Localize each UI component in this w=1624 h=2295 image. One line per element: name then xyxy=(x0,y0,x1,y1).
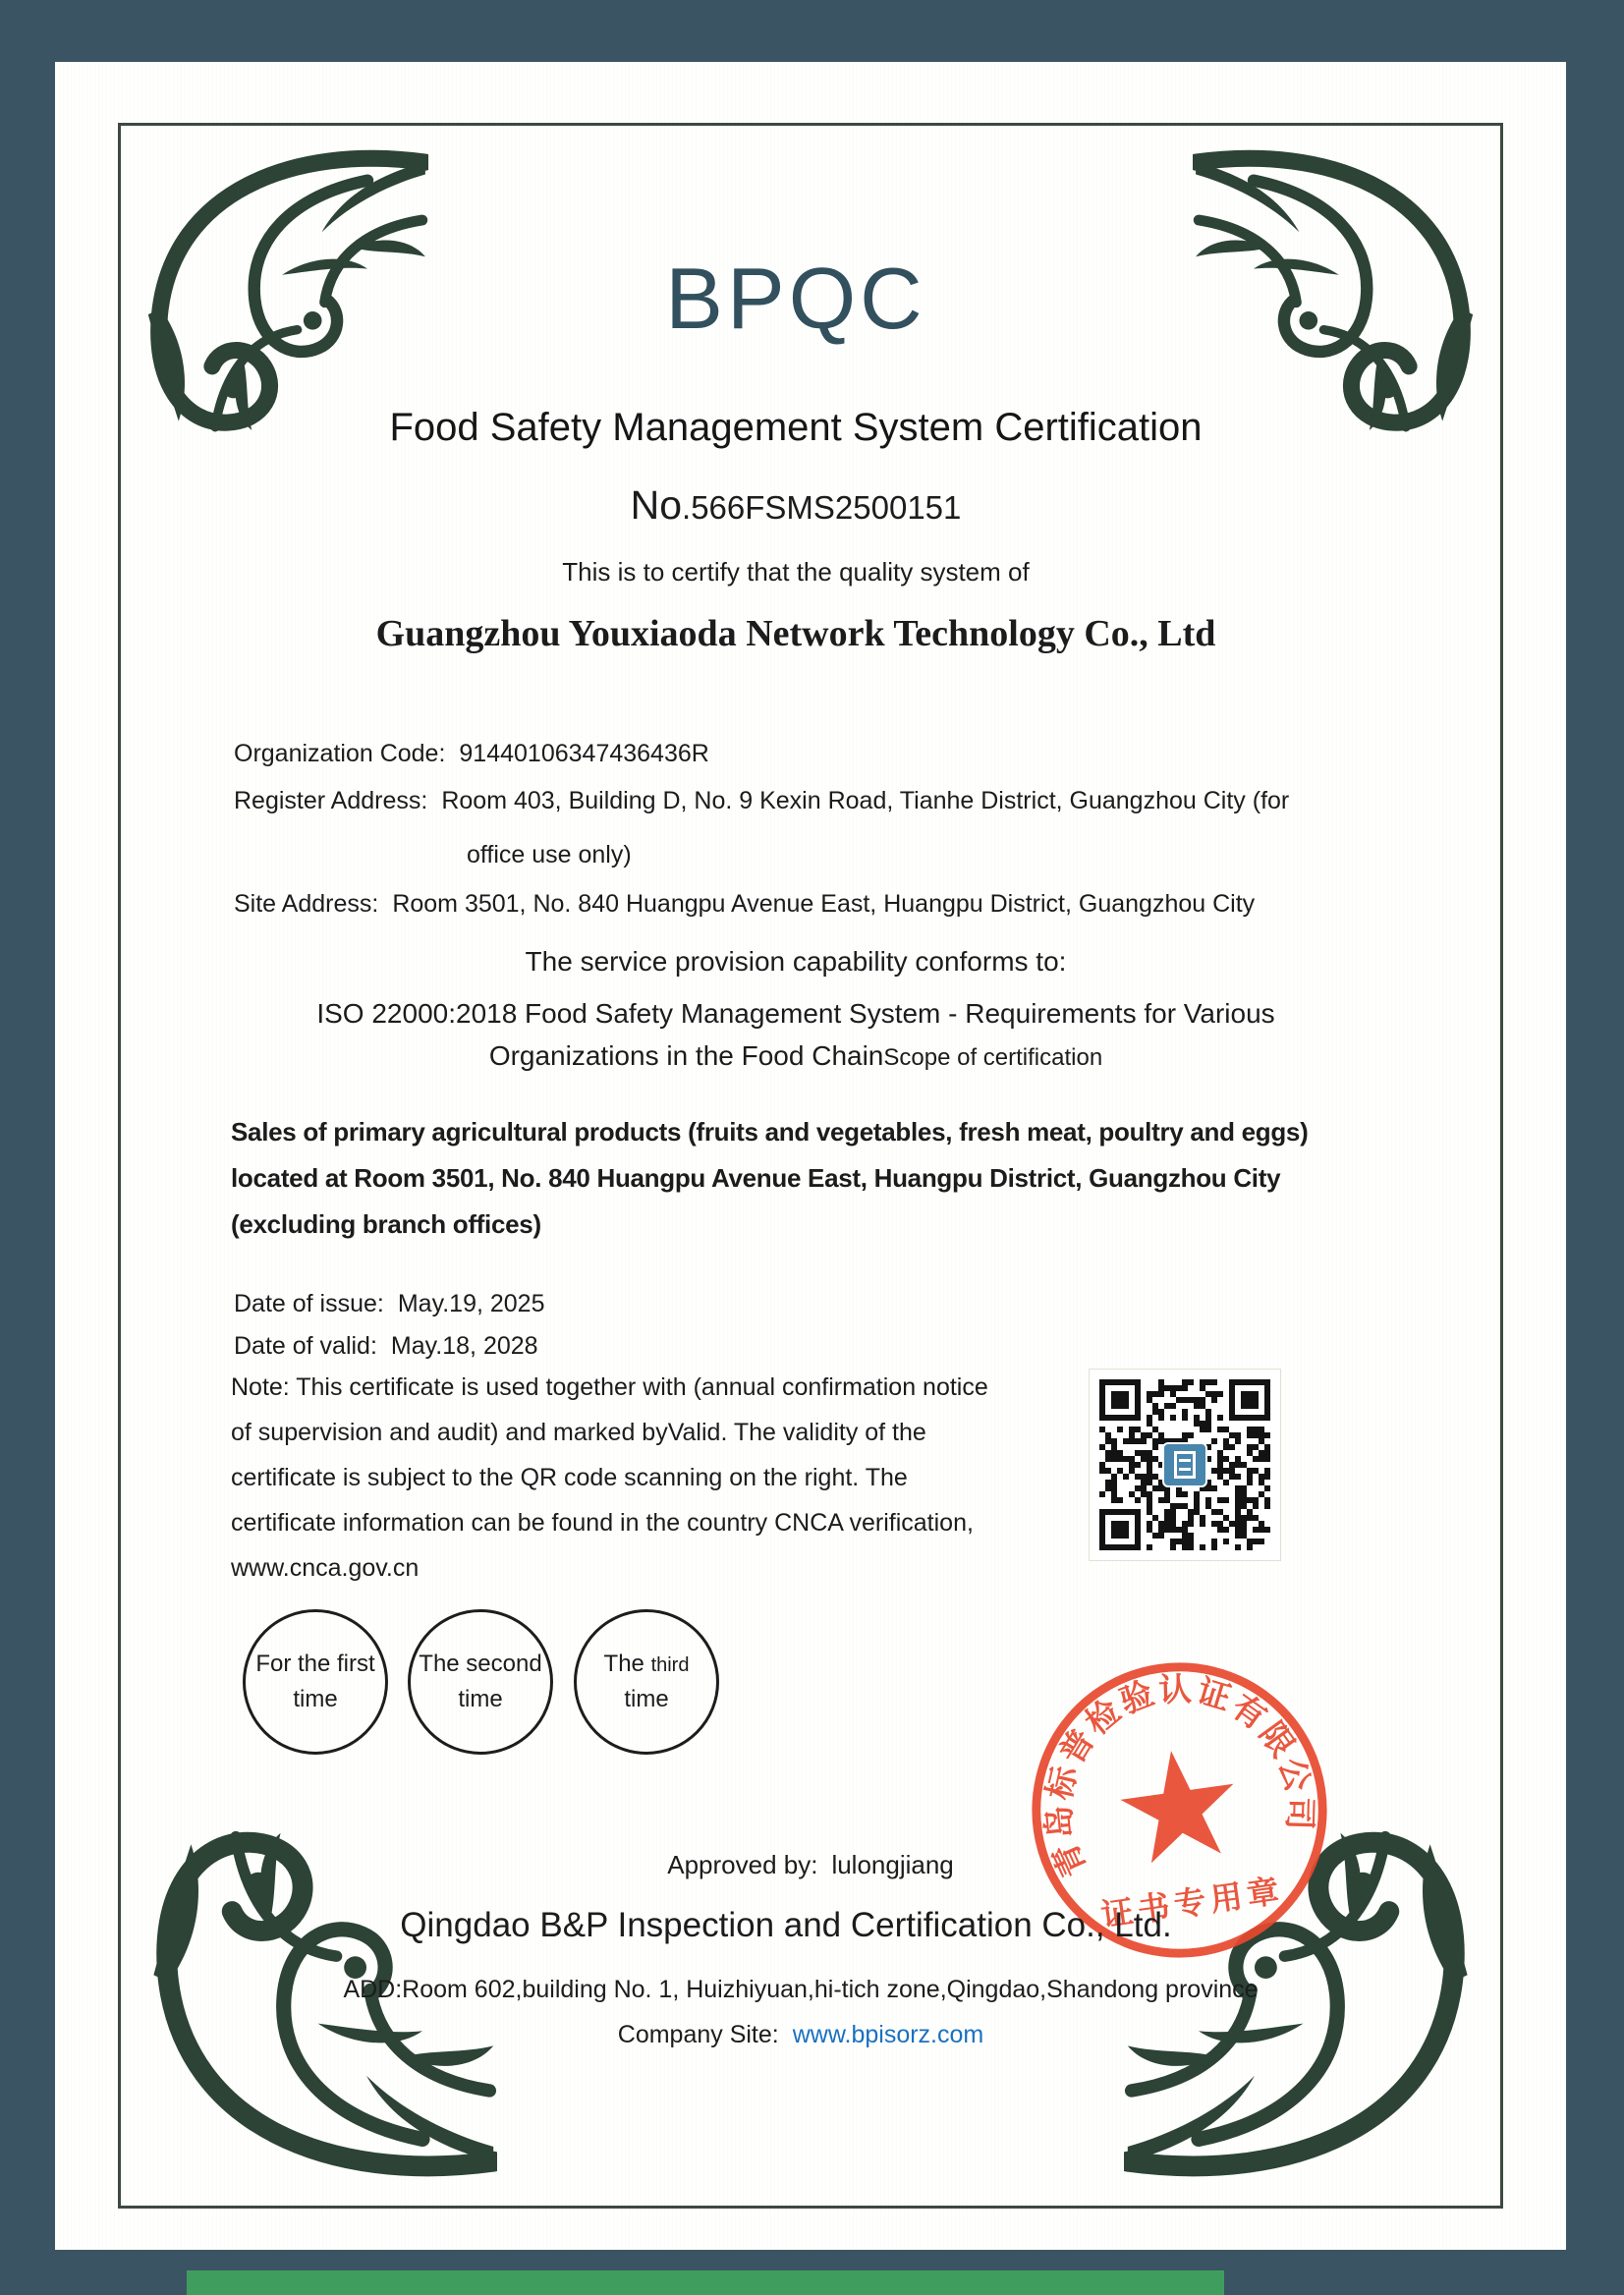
issuer-name: Qingdao B&P Inspection and Certification Co., Ltd. xyxy=(400,1906,1172,1944)
date-of-issue-row xyxy=(234,1290,545,1318)
conformance-line: The service provision capability conforms to: xyxy=(525,946,1067,977)
star-icon xyxy=(1114,1743,1242,1867)
certificate-page xyxy=(55,62,1566,2250)
date-of-valid-value: May.18, 2028 xyxy=(390,1332,538,1360)
seal-ring-text: 青岛标普检验认证有限公司 xyxy=(1040,1671,1318,1882)
date-of-issue-value: May.19, 2025 xyxy=(397,1290,545,1317)
cn-check-logo-icon xyxy=(1162,1442,1207,1487)
audit-circle-third xyxy=(574,1609,719,1755)
audit-circle-text: time xyxy=(293,1686,338,1712)
number-prefix: No xyxy=(630,482,683,528)
site-address-label: Site Address: xyxy=(234,890,379,918)
register-address-row xyxy=(234,787,1289,815)
organization-code-value: 91440106347436436R xyxy=(459,740,709,767)
standard-line-1: ISO 22000:2018 Food Safety Management System - Requirements for Various xyxy=(316,998,1275,1029)
audit-circle-text: The third xyxy=(603,1651,690,1677)
note-line: www.cnca.gov.cn xyxy=(231,1554,420,1582)
approved-by-label: Approved by: xyxy=(667,1850,818,1879)
company-name: Guangzhou Youxiaoda Network Technology Co., Ltd xyxy=(375,613,1216,654)
company-site-link: www.bpisorz.com xyxy=(792,2021,984,2048)
register-address-value: Room 403, Building D, No. 9 Kexin Road, Tianhe District, Guangzhou City (for xyxy=(441,787,1290,814)
number-value: .566FSMS2500151 xyxy=(682,489,962,526)
organization-code-row xyxy=(234,740,709,768)
standard-line-2 xyxy=(489,1040,1102,1072)
seal-bottom-text: 证书专用章 xyxy=(1098,1873,1286,1933)
register-address-continuation: office use only) xyxy=(467,841,632,868)
audit-circle-text: time xyxy=(458,1686,503,1712)
note-line: certificate is subject to the QR code scanning on the right. The xyxy=(231,1464,908,1491)
organization-code-label: Organization Code: xyxy=(234,740,446,767)
audit-circle-text: For the first xyxy=(255,1651,375,1677)
audit-circle-text: time xyxy=(624,1686,669,1712)
site-address-row xyxy=(234,890,1255,919)
certificate-title: Food Safety Management System Certification xyxy=(389,406,1203,449)
audit-circle-second xyxy=(408,1609,553,1755)
scope-line: located at Room 3501, No. 840 Huangpu Avenue East, Huangpu District, Guangzhou City xyxy=(231,1163,1281,1193)
certificate-number xyxy=(631,482,962,529)
company-site-label: Company Site: xyxy=(617,2021,779,2048)
issuer-logo: BPQC xyxy=(665,250,926,347)
qr-code xyxy=(1089,1369,1281,1561)
approved-by-value: lulongjiang xyxy=(831,1850,954,1879)
scope-suffix: Scope of certification xyxy=(883,1044,1103,1071)
date-of-issue-label: Date of issue: xyxy=(234,1290,384,1317)
audit-circle-text: The second xyxy=(419,1651,542,1677)
note-line: Note: This certificate is used together with (annual confirmation notice xyxy=(231,1373,988,1401)
certify-line: This is to certify that the quality system of xyxy=(562,557,1030,587)
next-page-edge xyxy=(187,2270,1224,2295)
scope-line: (excluding branch offices) xyxy=(231,1209,541,1239)
date-of-valid-row xyxy=(234,1332,538,1361)
approved-by-row xyxy=(667,1850,954,1880)
issuer-address: ADD:Room 602,building No. 1, Huizhiyuan,hi-tich zone,Qingdao,Shandong province xyxy=(343,1976,1259,2003)
register-address-label: Register Address: xyxy=(234,787,428,814)
standard-line-2-text: Organizations in the Food Chain xyxy=(488,1040,884,1071)
scope-line: Sales of primary agricultural products (fruits and vegetables, fresh meat, poultry and eggs) xyxy=(231,1117,1309,1147)
note-line: of supervision and audit) and marked byValid. The validity of the xyxy=(231,1419,926,1446)
date-of-valid-label: Date of valid: xyxy=(234,1332,377,1360)
site-address-value: Room 3501, No. 840 Huangpu Avenue East, Huangpu District, Guangzhou City xyxy=(392,890,1256,918)
audit-circle-first xyxy=(243,1609,388,1755)
note-line: certificate information can be found in the country CNCA verification, xyxy=(231,1509,974,1537)
company-site-row xyxy=(618,2021,983,2049)
